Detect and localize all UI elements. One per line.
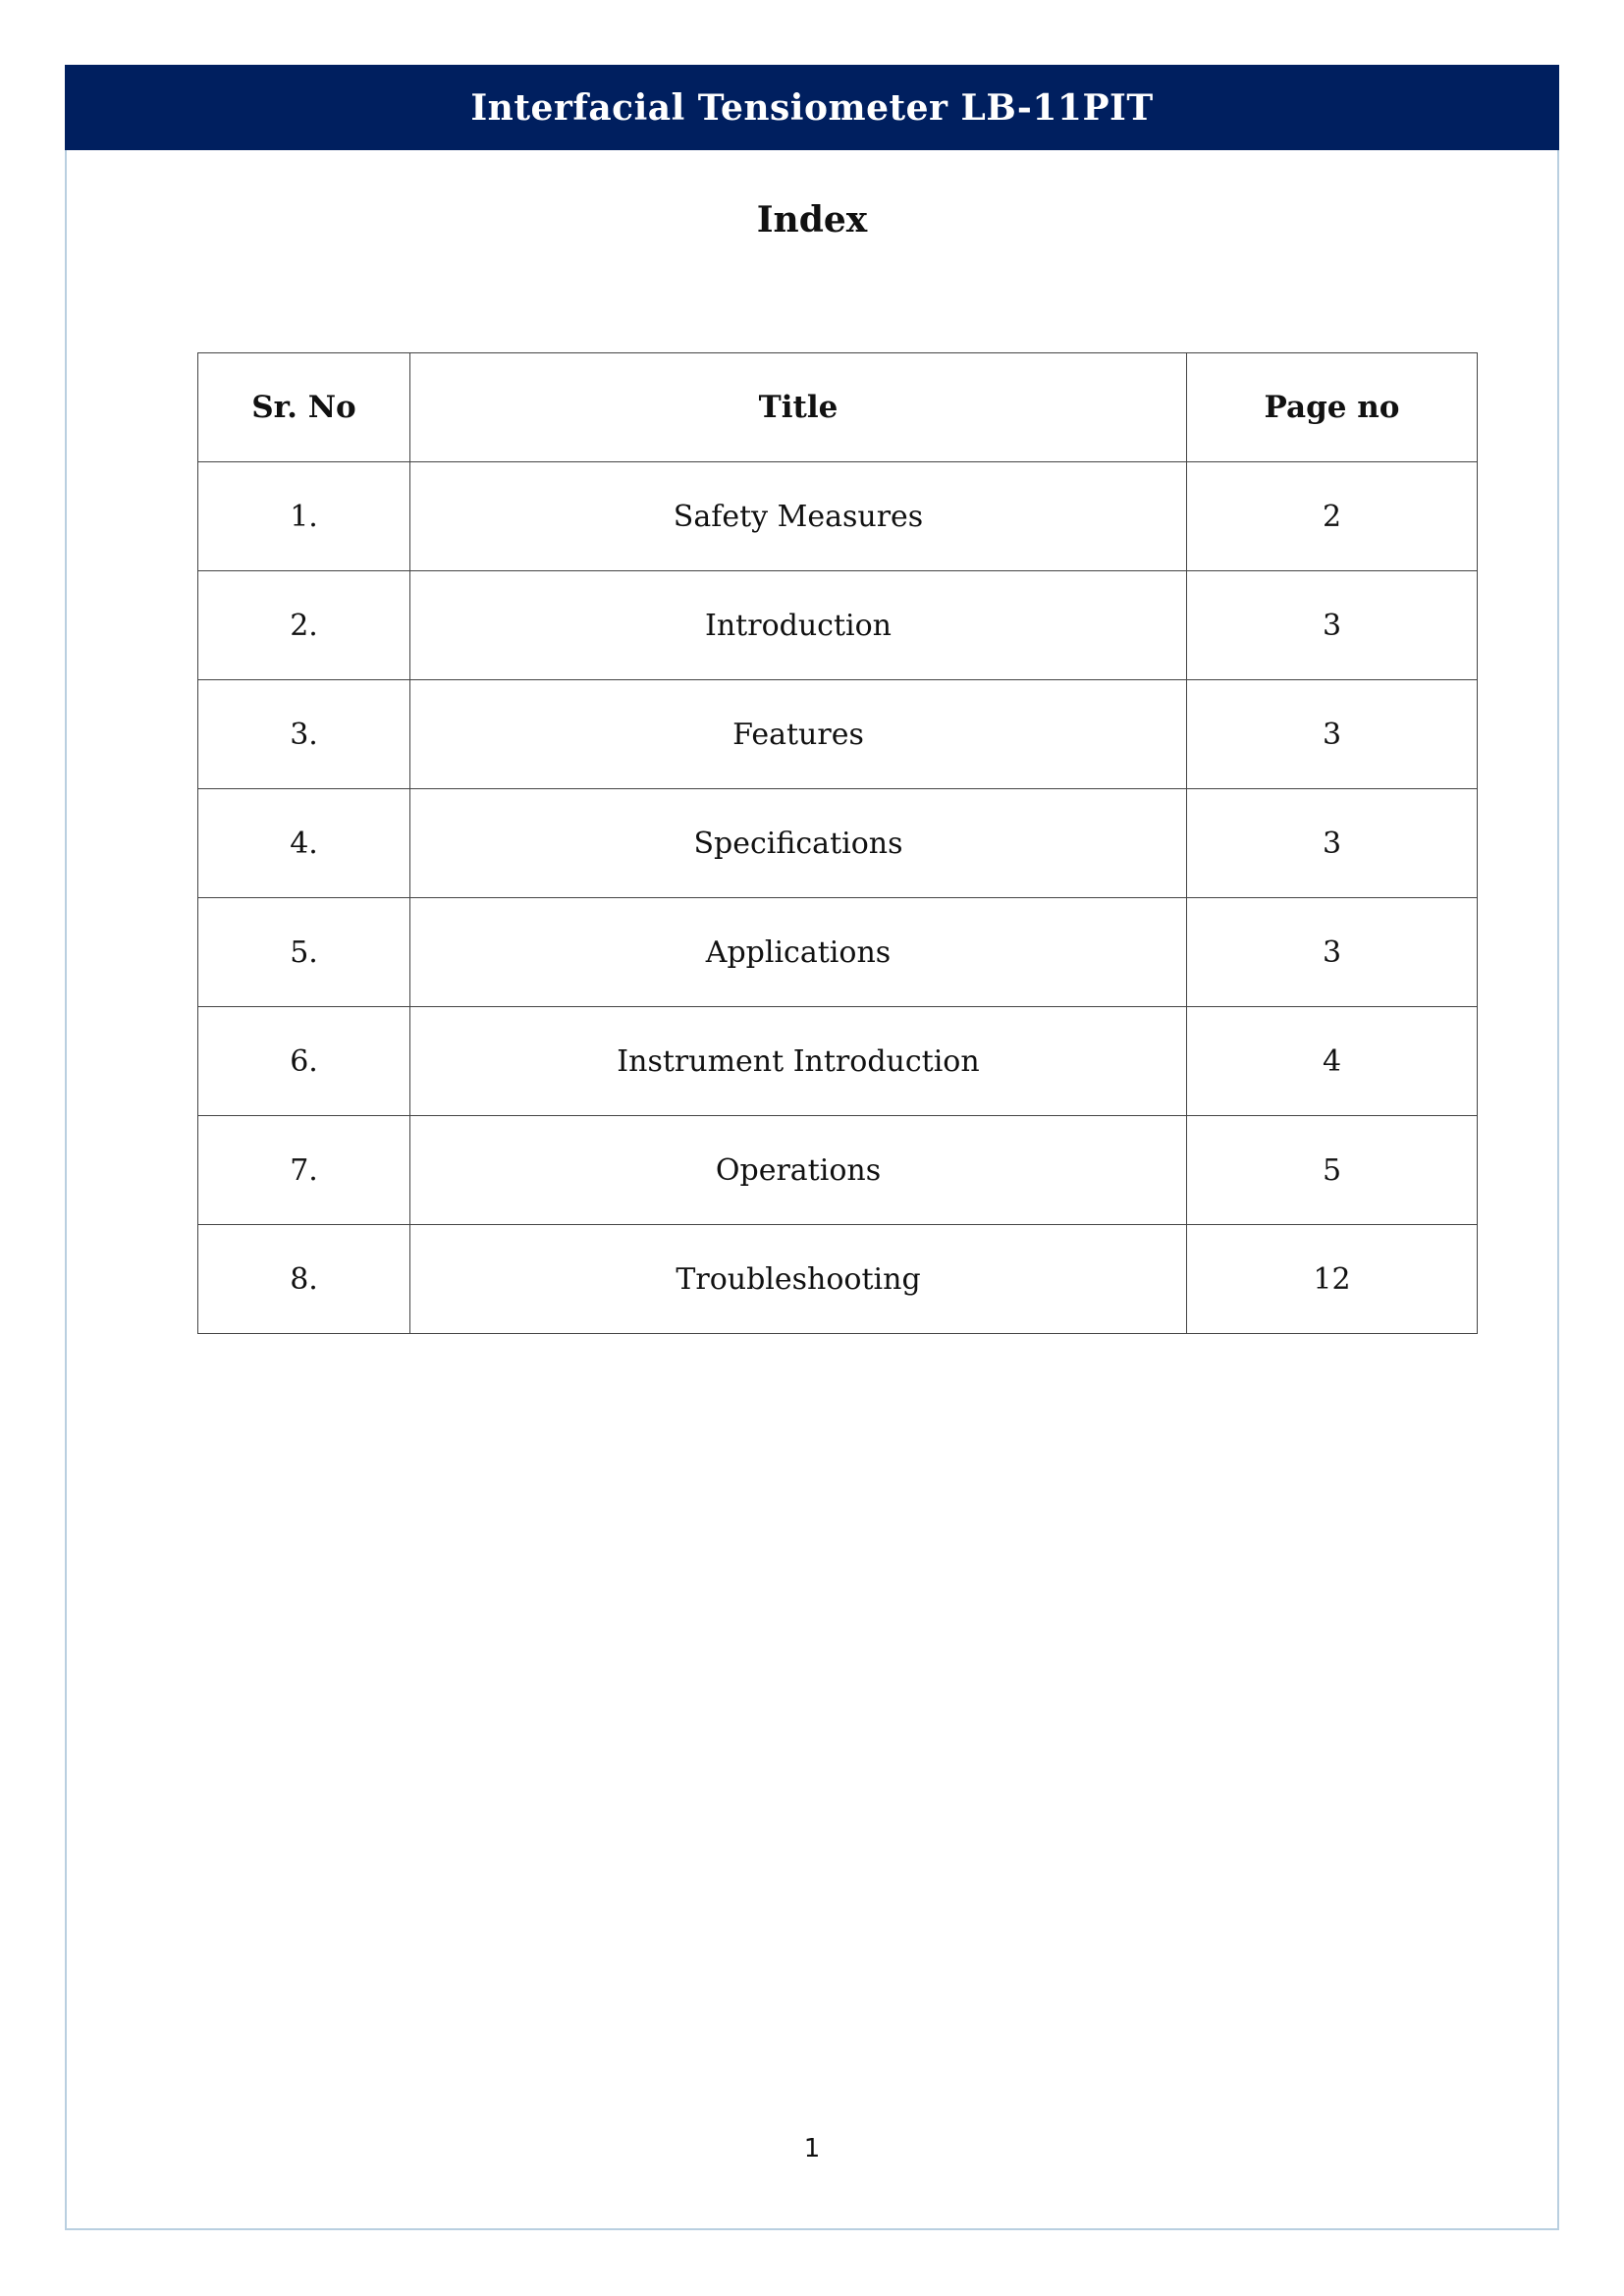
cell-sr-no: 1. — [198, 462, 410, 571]
cell-page-no: 12 — [1187, 1225, 1478, 1334]
table-row — [198, 1225, 1478, 1334]
index-heading: Index — [756, 199, 868, 240]
cell-title: Instrument Introduction — [410, 1007, 1187, 1116]
cell-sr-no: 2. — [198, 571, 410, 680]
table-header-row — [198, 353, 1478, 462]
table-row — [198, 1116, 1478, 1225]
cell-title: Applications — [410, 898, 1187, 1007]
cell-sr-no: 5. — [198, 898, 410, 1007]
cell-sr-no: 7. — [198, 1116, 410, 1225]
column-header-sr-no: Sr. No — [198, 353, 410, 462]
cell-sr-no: 8. — [198, 1225, 410, 1334]
cell-page-no: 3 — [1187, 571, 1478, 680]
table-row — [198, 462, 1478, 571]
cell-page-no: 3 — [1187, 898, 1478, 1007]
cell-title: Features — [410, 680, 1187, 789]
cell-sr-no: 6. — [198, 1007, 410, 1116]
index-table — [197, 352, 1478, 1334]
column-header-title: Title — [410, 353, 1187, 462]
cell-page-no: 5 — [1187, 1116, 1478, 1225]
table-row — [198, 898, 1478, 1007]
header-bar — [65, 65, 1559, 150]
cell-page-no: 3 — [1187, 680, 1478, 789]
cell-title: Introduction — [410, 571, 1187, 680]
page-number: 1 — [803, 2134, 821, 2163]
cell-title: Operations — [410, 1116, 1187, 1225]
table-row — [198, 1007, 1478, 1116]
cell-title: Safety Measures — [410, 462, 1187, 571]
column-header-page-no: Page no — [1187, 353, 1478, 462]
table-row — [198, 571, 1478, 680]
cell-page-no: 2 — [1187, 462, 1478, 571]
table-row — [198, 789, 1478, 898]
cell-page-no: 3 — [1187, 789, 1478, 898]
cell-title: Specifications — [410, 789, 1187, 898]
cell-sr-no: 3. — [198, 680, 410, 789]
cell-sr-no: 4. — [198, 789, 410, 898]
table-row — [198, 680, 1478, 789]
cell-page-no: 4 — [1187, 1007, 1478, 1116]
cell-title: Troubleshooting — [410, 1225, 1187, 1334]
document-title: Interfacial Tensiometer LB-11PIT — [470, 86, 1154, 129]
